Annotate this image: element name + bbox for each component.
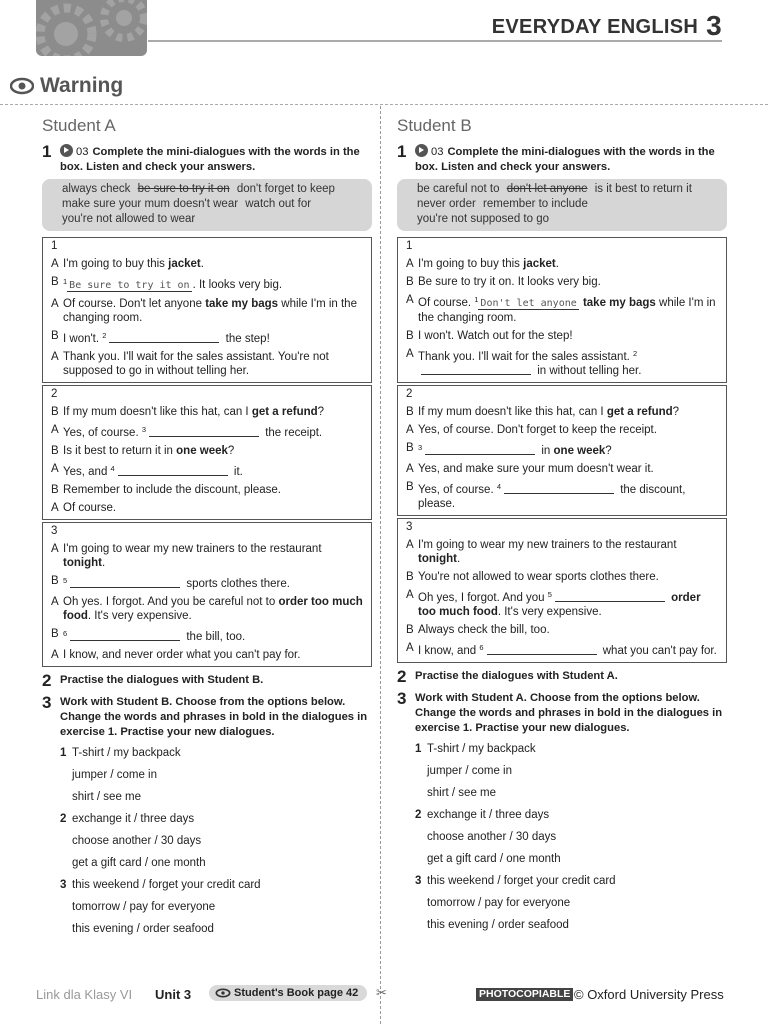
exercise-instruction: 03 Complete the mini-dialogues with the words in the box. Listen and check your answers. xyxy=(415,146,715,173)
line-text: Remember to include the discount, please. xyxy=(63,484,281,496)
exercise-1 xyxy=(42,144,372,175)
speaker: B xyxy=(51,445,59,457)
speaker: A xyxy=(51,351,59,363)
option-item: choose another / 30 days xyxy=(72,835,202,847)
eye-icon xyxy=(10,76,34,96)
line-text: Of course. xyxy=(63,502,117,514)
answer-blank[interactable] xyxy=(70,577,180,588)
word-box-item: don't forget to keep xyxy=(236,183,335,195)
exercise-number: 1 xyxy=(42,142,52,161)
answer-blank[interactable] xyxy=(487,644,597,655)
dialogue-number: 3 xyxy=(406,521,413,533)
dialogue-line xyxy=(406,347,718,378)
gap-number: 1 xyxy=(63,277,68,286)
exercise-instruction: Work with Student B. Choose from the options below. Change the words and phrases in bold in the dialogues in exercise 1. Practise your new dialogues. xyxy=(60,696,368,738)
line-text: I'm going to buy this jacket. xyxy=(63,258,204,270)
bold-phrase: take my bags xyxy=(205,298,279,310)
option-text: exchange it / three days xyxy=(427,809,550,821)
word-box-item: be sure to try it on xyxy=(137,183,230,195)
option-item xyxy=(415,742,727,756)
word-box-item: be careful not to xyxy=(417,183,500,195)
dialogue-line xyxy=(406,480,718,511)
dialogue-line xyxy=(51,329,363,346)
answer-blank[interactable] xyxy=(425,444,535,455)
dialogue-line xyxy=(406,588,718,619)
gear-icon xyxy=(36,0,147,56)
speaker: B xyxy=(51,406,59,418)
line-text: Yes, of course. Don't forget to keep the receipt. xyxy=(418,424,657,436)
speaker: B xyxy=(406,571,414,583)
word-box-item: don't let anyone xyxy=(506,183,588,195)
option-number: 2 xyxy=(60,813,67,825)
dialogue-line xyxy=(406,641,718,658)
line-text: I'm going to wear my new trainers to the restaurant tonight. xyxy=(63,543,322,569)
option-text: T-shirt / my backpack xyxy=(427,743,536,755)
speaker: B xyxy=(406,442,414,454)
line-text: Of course. $^1$ Don't let anyone take my bags while I'm in the changing room. xyxy=(418,295,716,324)
exercise-2 xyxy=(397,669,727,685)
handwritten-answer: Don't let anyone xyxy=(480,298,577,309)
answer-blank[interactable] xyxy=(504,483,614,494)
option-text: this weekend / forget your credit card xyxy=(427,875,616,887)
word-box-item: is it best to return it xyxy=(594,183,692,195)
dialogue-number: 2 xyxy=(406,388,413,400)
dialogue-line xyxy=(51,483,363,497)
dialogue-line xyxy=(51,257,363,271)
dialogue-line xyxy=(51,462,363,479)
dialogue-box xyxy=(42,237,372,383)
gap-number: 6 xyxy=(479,643,484,652)
speaker: A xyxy=(51,649,59,661)
option-item: shirt / see me xyxy=(72,791,142,803)
dialogue-line xyxy=(51,405,363,419)
dialogue-line xyxy=(51,444,363,458)
bold-phrase: get a refund xyxy=(606,406,673,418)
bold-phrase: jacket xyxy=(523,258,556,270)
answer-blank[interactable] xyxy=(555,591,665,602)
exercise-number: 1 xyxy=(397,142,407,161)
line-text: $^3$ in one week? xyxy=(418,443,612,457)
bold-phrase: tonight xyxy=(418,553,457,565)
line-text: Always check the bill, too. xyxy=(418,624,550,636)
line-text: I'm going to wear my new trainers to the restaurant tonight. xyxy=(418,539,677,565)
unit-number: 3 xyxy=(706,10,722,41)
dialogue-number: 3 xyxy=(51,525,58,537)
line-text: Yes, of course. $^3$ the receipt. xyxy=(63,425,323,439)
line-text: You're not allowed to wear sports clothes there. xyxy=(418,571,659,583)
option-item xyxy=(415,874,727,888)
gap-number: 2 xyxy=(102,331,107,340)
dialogue-line xyxy=(406,257,718,271)
gap-number: 3 xyxy=(141,425,147,434)
line-text: If my mum doesn't like this hat, can I get a refund? xyxy=(418,406,680,418)
option-item xyxy=(60,878,372,892)
line-text: I'm going to buy this jacket. xyxy=(418,258,559,270)
option-item xyxy=(60,812,372,826)
line-text: Oh yes, I forgot. And you $^5$ order too much food. It's very expensive. xyxy=(418,590,701,618)
option-item xyxy=(60,746,372,760)
speaker: A xyxy=(406,463,414,475)
line-text: $^5$ sports clothes there. xyxy=(63,576,290,590)
speaker: B xyxy=(51,330,59,342)
line-text: Yes, and $^4$ it. xyxy=(63,464,243,478)
dialogue-line xyxy=(406,275,718,289)
section-title: Warning xyxy=(40,74,124,97)
track-number: 03 xyxy=(431,146,444,158)
copyright: © Oxford University Press xyxy=(574,987,724,1002)
dialogue-line xyxy=(406,538,718,566)
bold-phrase: order too much food xyxy=(63,596,363,622)
gap-number: 6 xyxy=(63,629,68,638)
speaker: A xyxy=(51,258,59,270)
gap-number: 2 xyxy=(633,349,638,358)
dialogue-line xyxy=(406,293,718,325)
speaker: A xyxy=(51,463,59,475)
page-title xyxy=(492,10,722,42)
options-list xyxy=(415,742,727,932)
dialogue-line xyxy=(51,574,363,591)
header-title: EVERYDAY ENGLISH xyxy=(491,16,699,38)
line-text: Yes, of course. $^4$ the discount, please. xyxy=(418,482,686,510)
student-label: Student B xyxy=(397,116,472,135)
speaker: A xyxy=(406,589,414,601)
section-heading xyxy=(10,74,123,98)
option-text: T-shirt / my backpack xyxy=(72,747,181,759)
exercise-2 xyxy=(42,673,372,689)
option-item: choose another / 30 days xyxy=(427,831,557,843)
line-text: Thank you. I'll wait for the sales assistant. $^2$ in without telling her. xyxy=(418,349,642,377)
speaker: A xyxy=(51,502,59,514)
series-name: Link dla Klasy VI xyxy=(36,987,133,1002)
line-text: Oh yes. I forgot. And you be careful not to order too much food. It's very expensive. xyxy=(63,596,363,622)
exercise-instruction: Work with Student A. Choose from the options below. Change the words and phrases in bold in the dialogues in exercise 1. Practise your new dialogues. xyxy=(415,692,723,734)
bold-phrase: one week xyxy=(553,445,606,457)
exercise-instruction: Practise the dialogues with Student A. xyxy=(415,670,618,682)
cut-line-horizontal xyxy=(0,104,768,105)
book-page-badge xyxy=(209,985,367,1001)
dialogue-number: 1 xyxy=(51,240,58,252)
dialogue-line xyxy=(51,297,363,325)
option-item: this evening / order seafood xyxy=(72,923,214,935)
option-item: this evening / order seafood xyxy=(427,919,569,931)
line-text: If my mum doesn't like this hat, can I get a refund? xyxy=(63,406,325,418)
bold-phrase: order too much food xyxy=(418,592,701,618)
gap-number: 3 xyxy=(418,443,423,452)
dialogue-box xyxy=(42,522,372,667)
speaker: A xyxy=(51,596,59,608)
dialogue-line xyxy=(406,623,718,637)
word-box-item: watch out for xyxy=(245,198,312,210)
word-box-item: you're not supposed to go xyxy=(417,213,549,225)
option-number: 2 xyxy=(415,809,422,821)
bold-phrase: take my bags xyxy=(582,297,656,309)
option-number: 1 xyxy=(415,743,422,755)
bold-phrase: get a refund xyxy=(251,406,318,418)
speaker: B xyxy=(406,406,414,418)
dialogue-line xyxy=(406,423,718,437)
footer-unit: Unit 3 xyxy=(155,987,192,1002)
dialogue-box xyxy=(397,518,727,663)
option-item: get a gift card / one month xyxy=(427,853,561,865)
word-box-item: always check xyxy=(62,183,131,195)
dialogue-line xyxy=(51,350,363,378)
exercise-3 xyxy=(42,695,372,740)
dialogue-box xyxy=(397,237,727,383)
gap-number: 1 xyxy=(474,295,479,304)
dialogue-line xyxy=(51,648,363,662)
speaker: A xyxy=(406,642,414,654)
word-box-item: you're not allowed to wear xyxy=(62,213,196,225)
book-page-label: Student's Book page 42 xyxy=(234,987,359,999)
student-label: Student A xyxy=(42,116,116,135)
speaker: A xyxy=(406,424,414,436)
options-list xyxy=(60,746,372,936)
line-text: I know, and never order what you can't pay for. xyxy=(63,649,301,661)
handwritten-answer: Be sure to try it on xyxy=(69,280,190,291)
option-item xyxy=(415,808,727,822)
speaker: B xyxy=(51,628,59,640)
dialogue-box xyxy=(397,385,727,516)
option-item: jumper / come in xyxy=(427,765,513,777)
student-b-column xyxy=(397,116,727,940)
cut-line-vertical xyxy=(380,106,381,1024)
dialogue-line xyxy=(406,441,718,458)
line-text: Yes, and make sure your mum doesn't wear it. xyxy=(418,463,654,475)
dialogue-line xyxy=(406,329,718,343)
bold-phrase: one week xyxy=(176,445,228,457)
dialogue-line xyxy=(406,570,718,584)
dialogue-line xyxy=(406,405,718,419)
option-text: exchange it / three days xyxy=(72,813,195,825)
exercise-number: 2 xyxy=(397,667,407,686)
exercise-1 xyxy=(397,144,727,175)
word-box-item: make sure your mum doesn't wear xyxy=(62,198,239,210)
answer-blank[interactable] xyxy=(149,426,259,437)
speaker: A xyxy=(51,298,59,310)
gap-number: 4 xyxy=(496,482,502,491)
eye-icon xyxy=(215,988,231,998)
line-text: Of course. Don't let anyone take my bags while I'm in the changing room. xyxy=(63,298,357,324)
unit-gear-graphic xyxy=(36,0,147,56)
exercise-number: 3 xyxy=(42,693,52,712)
speaker: A xyxy=(51,424,59,436)
speaker: B xyxy=(51,484,59,496)
gap-number: 5 xyxy=(63,576,68,585)
dialogue-line xyxy=(51,595,363,623)
speaker: B xyxy=(51,276,59,288)
speaker: A xyxy=(51,543,59,555)
speaker: B xyxy=(406,330,414,342)
exercise-number: 2 xyxy=(42,671,52,690)
exercise-3 xyxy=(397,691,727,736)
option-item: jumper / come in xyxy=(72,769,158,781)
student-a-column xyxy=(42,116,372,944)
speaker: B xyxy=(51,575,59,587)
photocopiable-badge: PHOTOCOPIABLE xyxy=(476,988,573,1001)
dialogue-number: 2 xyxy=(51,388,58,400)
speaker: B xyxy=(406,276,414,288)
speaker: A xyxy=(406,258,414,270)
line-text: I won't. Watch out for the step! xyxy=(418,330,573,342)
option-item: tomorrow / pay for everyone xyxy=(427,897,571,909)
gap-number: 5 xyxy=(547,590,552,599)
dialogue-line xyxy=(51,423,363,440)
option-number: 3 xyxy=(415,875,422,887)
answer-blank[interactable] xyxy=(109,332,219,343)
dialogue-line xyxy=(51,542,363,570)
bold-phrase: jacket xyxy=(168,258,201,270)
answer-blank[interactable] xyxy=(421,364,531,375)
line-text: $^6$ the bill, too. xyxy=(63,629,246,643)
audio-icon xyxy=(415,144,428,157)
line-text: I know, and $^6$ what you can't pay for. xyxy=(418,643,717,657)
word-box xyxy=(42,179,372,231)
line-text: Be sure to try it on. It looks very big. xyxy=(418,276,601,288)
dialogue-box xyxy=(42,385,372,520)
bold-phrase: tonight xyxy=(63,557,102,569)
word-box xyxy=(397,179,727,231)
option-item: shirt / see me xyxy=(427,787,497,799)
audio-icon xyxy=(60,144,73,157)
line-text: Is it best to return it in one week? xyxy=(63,445,235,457)
answer-blank[interactable] xyxy=(70,630,180,641)
speaker: A xyxy=(406,348,414,360)
answer-blank[interactable] xyxy=(118,465,228,476)
option-item: tomorrow / pay for everyone xyxy=(72,901,216,913)
dialogue-line xyxy=(406,462,718,476)
line-text: I won't. $^2$ the step! xyxy=(63,331,270,345)
exercise-instruction: 03 Complete the mini-dialogues with the words in the box. Listen and check your answers. xyxy=(60,146,360,173)
line-text: $^1$ Be sure to try it on . It looks very big. xyxy=(63,277,283,291)
speaker: A xyxy=(406,539,414,551)
scissors-icon: ✂ xyxy=(376,985,387,1000)
option-number: 1 xyxy=(60,747,67,759)
dialogue-line xyxy=(51,627,363,644)
line-text: Thank you. I'll wait for the sales assistant. You're not supposed to go in without telling her. xyxy=(63,351,329,377)
exercise-instruction: Practise the dialogues with Student B. xyxy=(60,674,264,686)
exercise-number: 3 xyxy=(397,689,407,708)
dialogue-line xyxy=(51,501,363,515)
option-item: get a gift card / one month xyxy=(72,857,206,869)
option-text: this weekend / forget your credit card xyxy=(72,879,261,891)
option-number: 3 xyxy=(60,879,67,891)
word-box-item: remember to include xyxy=(483,198,588,210)
page-footer xyxy=(36,986,724,1004)
speaker: B xyxy=(406,624,414,636)
speaker: A xyxy=(406,294,414,306)
word-box-item: never order xyxy=(417,198,476,210)
gap-number: 4 xyxy=(110,464,115,473)
track-number: 03 xyxy=(76,146,89,158)
speaker: B xyxy=(406,481,414,493)
dialogue-number: 1 xyxy=(406,240,413,252)
dialogue-line xyxy=(51,275,363,293)
